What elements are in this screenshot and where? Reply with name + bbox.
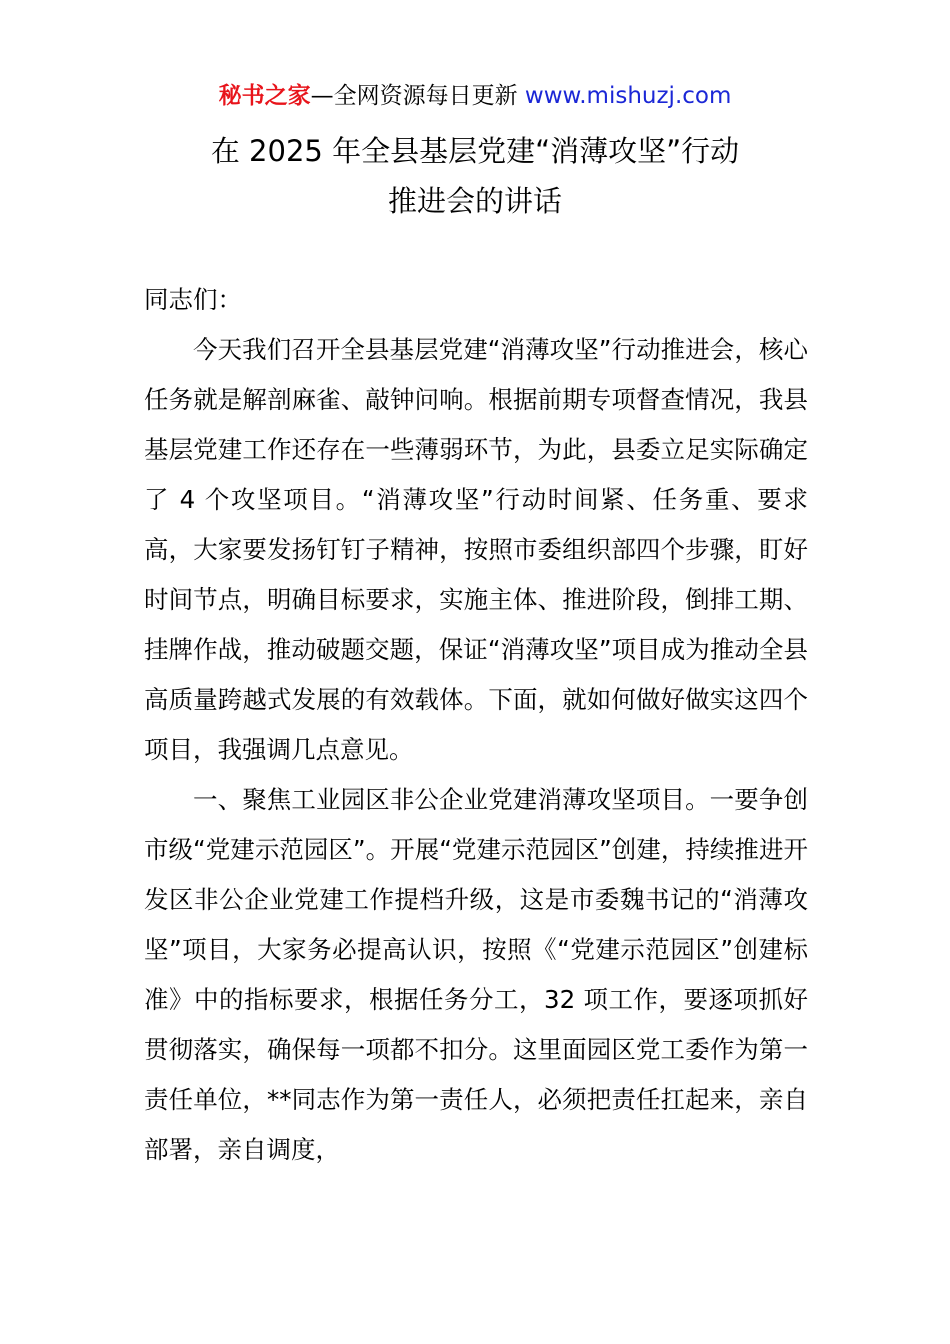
- document-title: [0, 126, 950, 226]
- document-body: [144, 275, 808, 1175]
- paragraph-section-one: 一、聚焦工业园区非公企业党建消薄攻坚项目。一要争创市级“党建示范园区”。开展“党建示范园区”创建，持续推进开发区非公企业党建工作提档升级，这是市委魏书记的“消薄攻坚”项目，大家务必提高认识，按照《“党建示范园区”创建标准》中的指标要求，根据任务分工，32 项工作，要逐项抓好贯彻落实，确保每一项都不扣分。这里面园区党工委作为第一责任单位，**同志作为第一责任人，必须把责任扛起来，亲自部署，亲自调度，: [144, 785, 808, 1164]
- site-url-link[interactable]: www.mishuzj.com: [524, 83, 732, 109]
- brand-name: 秘书之家: [218, 83, 311, 109]
- title-line-1: 在 2025 年全县基层党建“消薄攻坚”行动: [210, 134, 740, 168]
- salutation: 同志们：: [144, 285, 242, 314]
- paragraph-intro: 今天我们召开全县基层党建“消薄攻坚”行动推进会，核心任务就是解剖麻雀、敲钟问响。根据前期专项督查情况，我县基层党建工作还存在一些薄弱环节，为此，县委立足实际确定了 4 个攻坚项目。“消薄攻坚”行动时间紧、任务重、要求高，大家要发扬钉钉子精神，按照市委组织部四个步骤，盯好时间节点，明确目标要求，实施主体、推进阶段，倒排工期、挂牌作战，推动破题交题，保证“消薄攻坚”项目成为推动全县高质量跨越式发展的有效载体。下面，就如何做好做实这四个项目，我强调几点意见。: [144, 335, 808, 764]
- title-line-2: 推进会的讲话: [387, 184, 562, 218]
- site-header: [0, 80, 950, 112]
- site-tagline: —全网资源每日更新: [310, 83, 518, 109]
